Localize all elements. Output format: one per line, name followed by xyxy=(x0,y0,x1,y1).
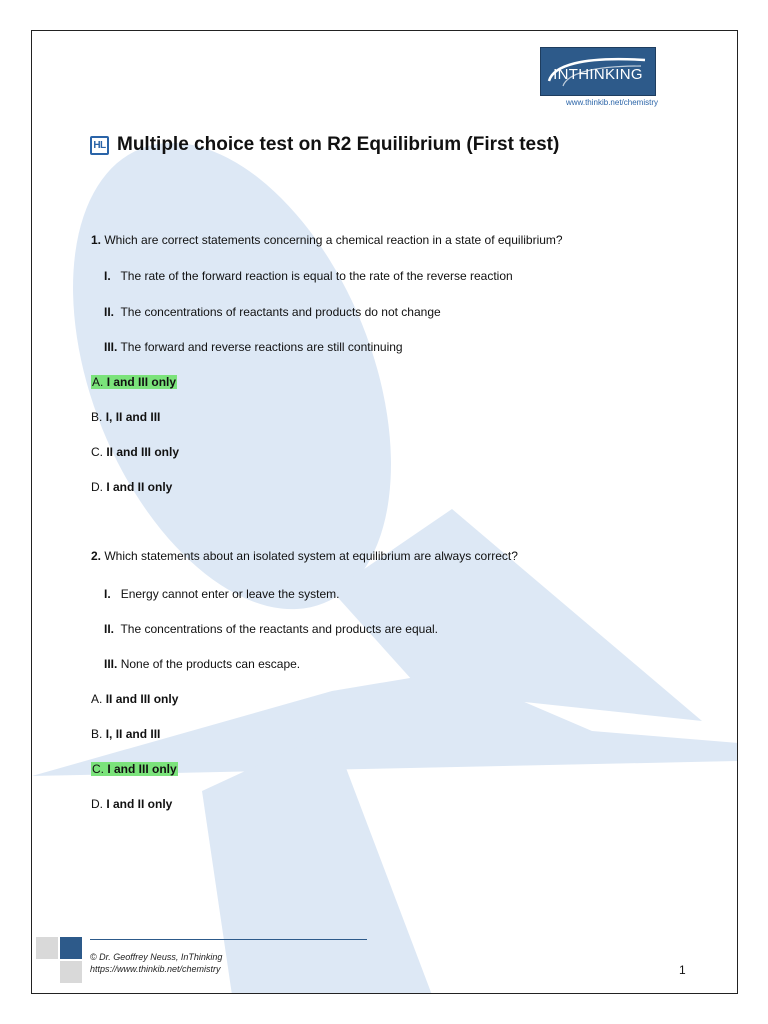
statement-item xyxy=(104,340,403,354)
option-text: II and III only xyxy=(105,692,179,706)
option-letter: A. xyxy=(92,375,104,389)
option-text: I, II and III xyxy=(105,410,161,424)
footer-author: © Dr. Geoffrey Neuss, InThinking xyxy=(90,952,223,962)
statement-item xyxy=(104,622,438,636)
statement-label: III. xyxy=(104,657,118,671)
option-letter: C. xyxy=(92,762,104,776)
correct-answer-highlight xyxy=(91,375,177,389)
statement-text: The forward and reverse reactions are still continuing xyxy=(120,340,403,354)
document-page xyxy=(31,30,738,994)
answer-option-correct[interactable] xyxy=(91,375,177,389)
footer-credit xyxy=(90,951,222,975)
statement-text: The concentrations of the reactants and products are equal. xyxy=(120,622,438,636)
option-letter: B. xyxy=(91,727,103,741)
option-letter: C. xyxy=(91,445,103,459)
footer-url[interactable]: https://www.thinkib.net/chemistry xyxy=(90,964,221,974)
option-text: I and III only xyxy=(107,762,177,776)
statement-text: The concentrations of reactants and products do not change xyxy=(120,305,441,319)
inthinking-logo[interactable] xyxy=(540,47,656,96)
option-text: I and II only xyxy=(106,480,173,494)
answer-option[interactable] xyxy=(91,410,160,424)
statement-item xyxy=(104,269,513,283)
statement-label: II. xyxy=(104,305,115,319)
option-letter: B. xyxy=(91,410,103,424)
title-text: Multiple choice test on R2 Equilibrium (First test) xyxy=(117,134,560,155)
answer-option[interactable] xyxy=(91,727,160,741)
answer-option[interactable] xyxy=(91,797,172,811)
question-text: Which are correct statements concerning a chemical reaction in a state of equilibrium? xyxy=(104,233,563,247)
statement-label: III. xyxy=(104,340,118,354)
page-number: 1 xyxy=(679,963,686,977)
statement-item xyxy=(104,657,300,671)
question-2 xyxy=(91,549,518,563)
question-number: 1. xyxy=(91,233,102,247)
question-1 xyxy=(91,233,563,247)
option-text: I and II only xyxy=(106,797,173,811)
statement-label: I. xyxy=(104,587,111,601)
statement-item xyxy=(104,587,339,601)
question-text: Which statements about an isolated system at equilibrium are always correct? xyxy=(104,549,518,563)
option-text: I and III only xyxy=(106,375,177,389)
statement-text: Energy cannot enter or leave the system. xyxy=(120,587,340,601)
watermark-logo xyxy=(32,31,738,994)
logo-url[interactable]: www.thinkib.net/chemistry xyxy=(565,98,658,107)
answer-option[interactable] xyxy=(91,692,178,706)
option-letter: D. xyxy=(91,797,103,811)
correct-answer-highlight xyxy=(91,762,178,776)
statement-text: None of the products can escape. xyxy=(120,657,301,671)
option-text: I, II and III xyxy=(105,727,161,741)
page-title xyxy=(90,134,559,156)
answer-option[interactable] xyxy=(91,480,172,494)
option-letter: D. xyxy=(91,480,103,494)
hl-badge-icon: HL xyxy=(90,136,109,155)
statement-label: II. xyxy=(104,622,115,636)
question-number: 2. xyxy=(91,549,102,563)
footer-divider xyxy=(90,939,367,940)
answer-option[interactable] xyxy=(91,445,179,459)
answer-option-correct[interactable] xyxy=(91,762,178,776)
option-text: II and III only xyxy=(106,445,180,459)
statement-label: I. xyxy=(104,269,111,283)
statement-item xyxy=(104,305,441,319)
option-letter: A. xyxy=(91,692,103,706)
statement-text: The rate of the forward reaction is equal to the rate of the reverse reaction xyxy=(120,269,513,283)
logo-text: INTHINKING xyxy=(553,66,643,83)
